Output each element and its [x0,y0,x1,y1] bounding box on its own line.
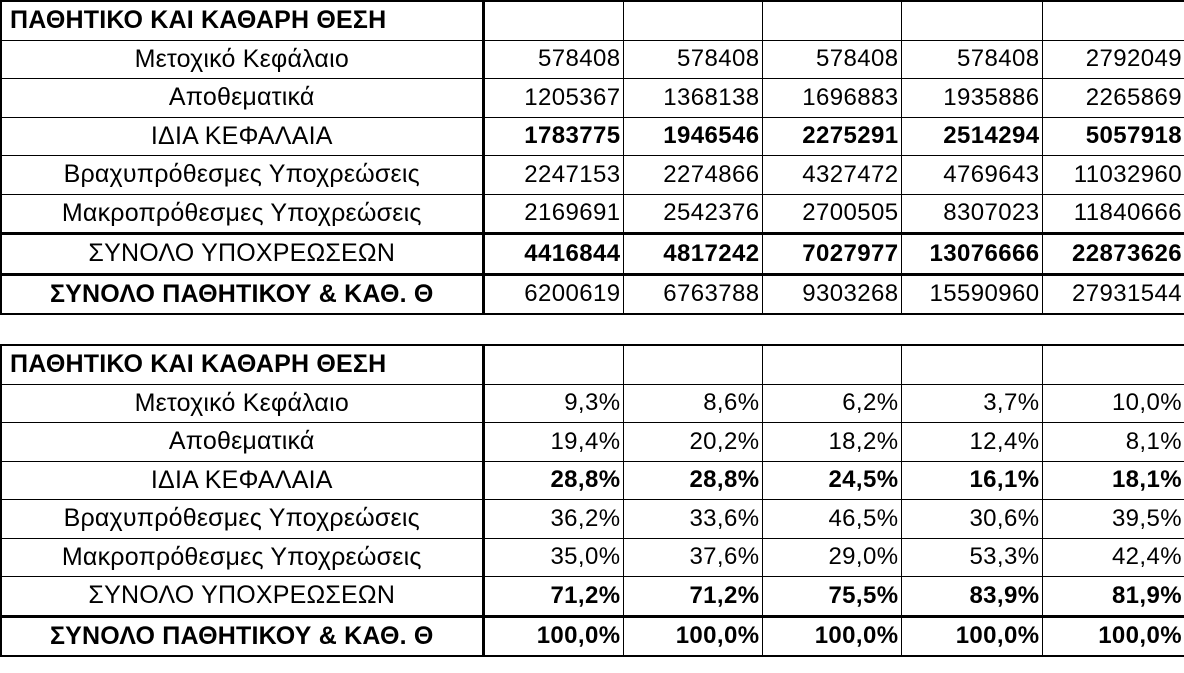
table-row [1,423,1184,462]
table-row [1,117,1184,156]
row-label[interactable]: Βραχυπρόθεσμες Υποχρεώσεις [1,156,483,195]
table-row [1,577,1184,617]
table-row [1,40,1184,79]
percent-cell[interactable]: 9,3% [483,384,623,423]
percent-cell[interactable]: 24,5% [762,461,901,500]
row-label[interactable]: ΣΥΝΟΛΟ ΥΠΟΧΡΕΩΣΕΩΝ [1,577,483,617]
empty-cell[interactable] [762,1,901,40]
table-row [1,538,1184,577]
value-cell[interactable]: 578408 [623,40,762,79]
value-cell[interactable]: 4817242 [623,234,762,275]
empty-cell[interactable] [901,1,1042,40]
table-row [1,274,1184,314]
row-label[interactable]: Αποθεματικά [1,423,483,462]
empty-cell[interactable] [901,345,1042,384]
value-cell[interactable]: 6200619 [483,274,623,314]
percent-cell[interactable]: 19,4% [483,423,623,462]
row-label[interactable]: ΣΥΝΟΛΟ ΠΑΘΗΤΙΚΟΥ & ΚΑΘ. Θ [1,274,483,314]
row-label[interactable]: Μακροπρόθεσμες Υποχρεώσεις [1,538,483,577]
percent-cell[interactable]: 20,2% [623,423,762,462]
table-row [1,461,1184,500]
percent-cell[interactable]: 30,6% [901,500,1042,539]
value-cell[interactable]: 7027977 [762,234,901,275]
percent-cell[interactable]: 35,0% [483,538,623,577]
percent-cell[interactable]: 29,0% [762,538,901,577]
row-label[interactable]: Μετοχικό Κεφάλαιο [1,40,483,79]
value-cell[interactable]: 2700505 [762,194,901,234]
percent-cell[interactable]: 100,0% [623,616,762,656]
liabilities-percent-table [0,344,1184,657]
table-header-row [1,1,1184,40]
percent-cell[interactable]: 12,4% [901,423,1042,462]
percent-cell[interactable]: 39,5% [1042,500,1184,539]
percent-cell[interactable]: 16,1% [901,461,1042,500]
row-label[interactable]: Αποθεματικά [1,79,483,118]
row-label[interactable]: ΙΔΙΑ ΚΕΦΑΛΑΙΑ [1,461,483,500]
row-label[interactable]: Μακροπρόθεσμες Υποχρεώσεις [1,194,483,234]
value-cell[interactable]: 22873626 [1042,234,1184,275]
percent-cell[interactable]: 100,0% [901,616,1042,656]
percent-cell[interactable]: 18,2% [762,423,901,462]
row-label[interactable]: ΙΔΙΑ ΚΕΦΑΛΑΙΑ [1,117,483,156]
value-cell[interactable]: 4416844 [483,234,623,275]
percent-cell[interactable]: 71,2% [623,577,762,617]
value-cell[interactable]: 5057918 [1042,117,1184,156]
percent-cell[interactable]: 81,9% [1042,577,1184,617]
empty-cell[interactable] [483,345,623,384]
percent-cell[interactable]: 28,8% [483,461,623,500]
percent-cell[interactable]: 8,1% [1042,423,1184,462]
row-label[interactable]: ΣΥΝΟΛΟ ΠΑΘΗΤΙΚΟΥ & ΚΑΘ. Θ [1,616,483,656]
value-cell[interactable]: 2792049 [1042,40,1184,79]
table-row [1,156,1184,195]
percent-cell[interactable]: 37,6% [623,538,762,577]
percent-cell[interactable]: 6,2% [762,384,901,423]
value-cell[interactable]: 27931544 [1042,274,1184,314]
row-label[interactable]: ΣΥΝΟΛΟ ΥΠΟΧΡΕΩΣΕΩΝ [1,234,483,275]
percent-cell[interactable]: 10,0% [1042,384,1184,423]
table-title: ΠΑΘΗΤΙΚΟ ΚΑΙ ΚΑΘΑΡΗ ΘΕΣΗ [1,1,483,40]
percent-cell[interactable]: 28,8% [623,461,762,500]
percent-cell[interactable]: 3,7% [901,384,1042,423]
value-cell[interactable]: 6763788 [623,274,762,314]
empty-cell[interactable] [1042,1,1184,40]
empty-cell[interactable] [483,1,623,40]
value-cell[interactable]: 11032960 [1042,156,1184,195]
value-cell[interactable]: 2247153 [483,156,623,195]
value-cell[interactable]: 8307023 [901,194,1042,234]
value-cell[interactable]: 2514294 [901,117,1042,156]
table-title: ΠΑΘΗΤΙΚΟ ΚΑΙ ΚΑΘΑΡΗ ΘΕΣΗ [1,345,483,384]
value-cell[interactable]: 4327472 [762,156,901,195]
table-row [1,500,1184,539]
value-cell[interactable]: 2274866 [623,156,762,195]
empty-cell[interactable] [1042,345,1184,384]
percent-cell[interactable]: 100,0% [483,616,623,656]
value-cell[interactable]: 1783775 [483,117,623,156]
value-cell[interactable]: 15590960 [901,274,1042,314]
empty-cell[interactable] [762,345,901,384]
percent-cell[interactable]: 53,3% [901,538,1042,577]
value-cell[interactable]: 2265869 [1042,79,1184,118]
table-header-row [1,345,1184,384]
percent-cell[interactable]: 100,0% [1042,616,1184,656]
value-cell[interactable]: 9303268 [762,274,901,314]
value-cell[interactable]: 578408 [483,40,623,79]
value-cell[interactable]: 1946546 [623,117,762,156]
value-cell[interactable]: 2542376 [623,194,762,234]
percent-cell[interactable]: 100,0% [762,616,901,656]
percent-cell[interactable]: 42,4% [1042,538,1184,577]
table-row [1,79,1184,118]
table-row [1,384,1184,423]
value-cell[interactable]: 578408 [901,40,1042,79]
table-row [1,616,1184,656]
value-cell[interactable]: 1935886 [901,79,1042,118]
value-cell[interactable]: 4769643 [901,156,1042,195]
percent-cell[interactable]: 71,2% [483,577,623,617]
percent-cell[interactable]: 83,9% [901,577,1042,617]
value-cell[interactable]: 11840666 [1042,194,1184,234]
value-cell[interactable]: 2275291 [762,117,901,156]
empty-cell[interactable] [623,1,762,40]
liabilities-absolute-table [0,0,1184,315]
value-cell[interactable]: 578408 [762,40,901,79]
table-row [1,234,1184,275]
percent-cell[interactable]: 18,1% [1042,461,1184,500]
empty-cell[interactable] [623,345,762,384]
table-row [1,194,1184,234]
percent-cell[interactable]: 46,5% [762,500,901,539]
percent-cell[interactable]: 36,2% [483,500,623,539]
value-cell[interactable]: 2169691 [483,194,623,234]
percent-cell[interactable]: 33,6% [623,500,762,539]
row-label[interactable]: Μετοχικό Κεφάλαιο [1,384,483,423]
value-cell[interactable]: 13076666 [901,234,1042,275]
percent-cell[interactable]: 75,5% [762,577,901,617]
value-cell[interactable]: 1696883 [762,79,901,118]
value-cell[interactable]: 1368138 [623,79,762,118]
value-cell[interactable]: 1205367 [483,79,623,118]
percent-cell[interactable]: 8,6% [623,384,762,423]
row-label[interactable]: Βραχυπρόθεσμες Υποχρεώσεις [1,500,483,539]
